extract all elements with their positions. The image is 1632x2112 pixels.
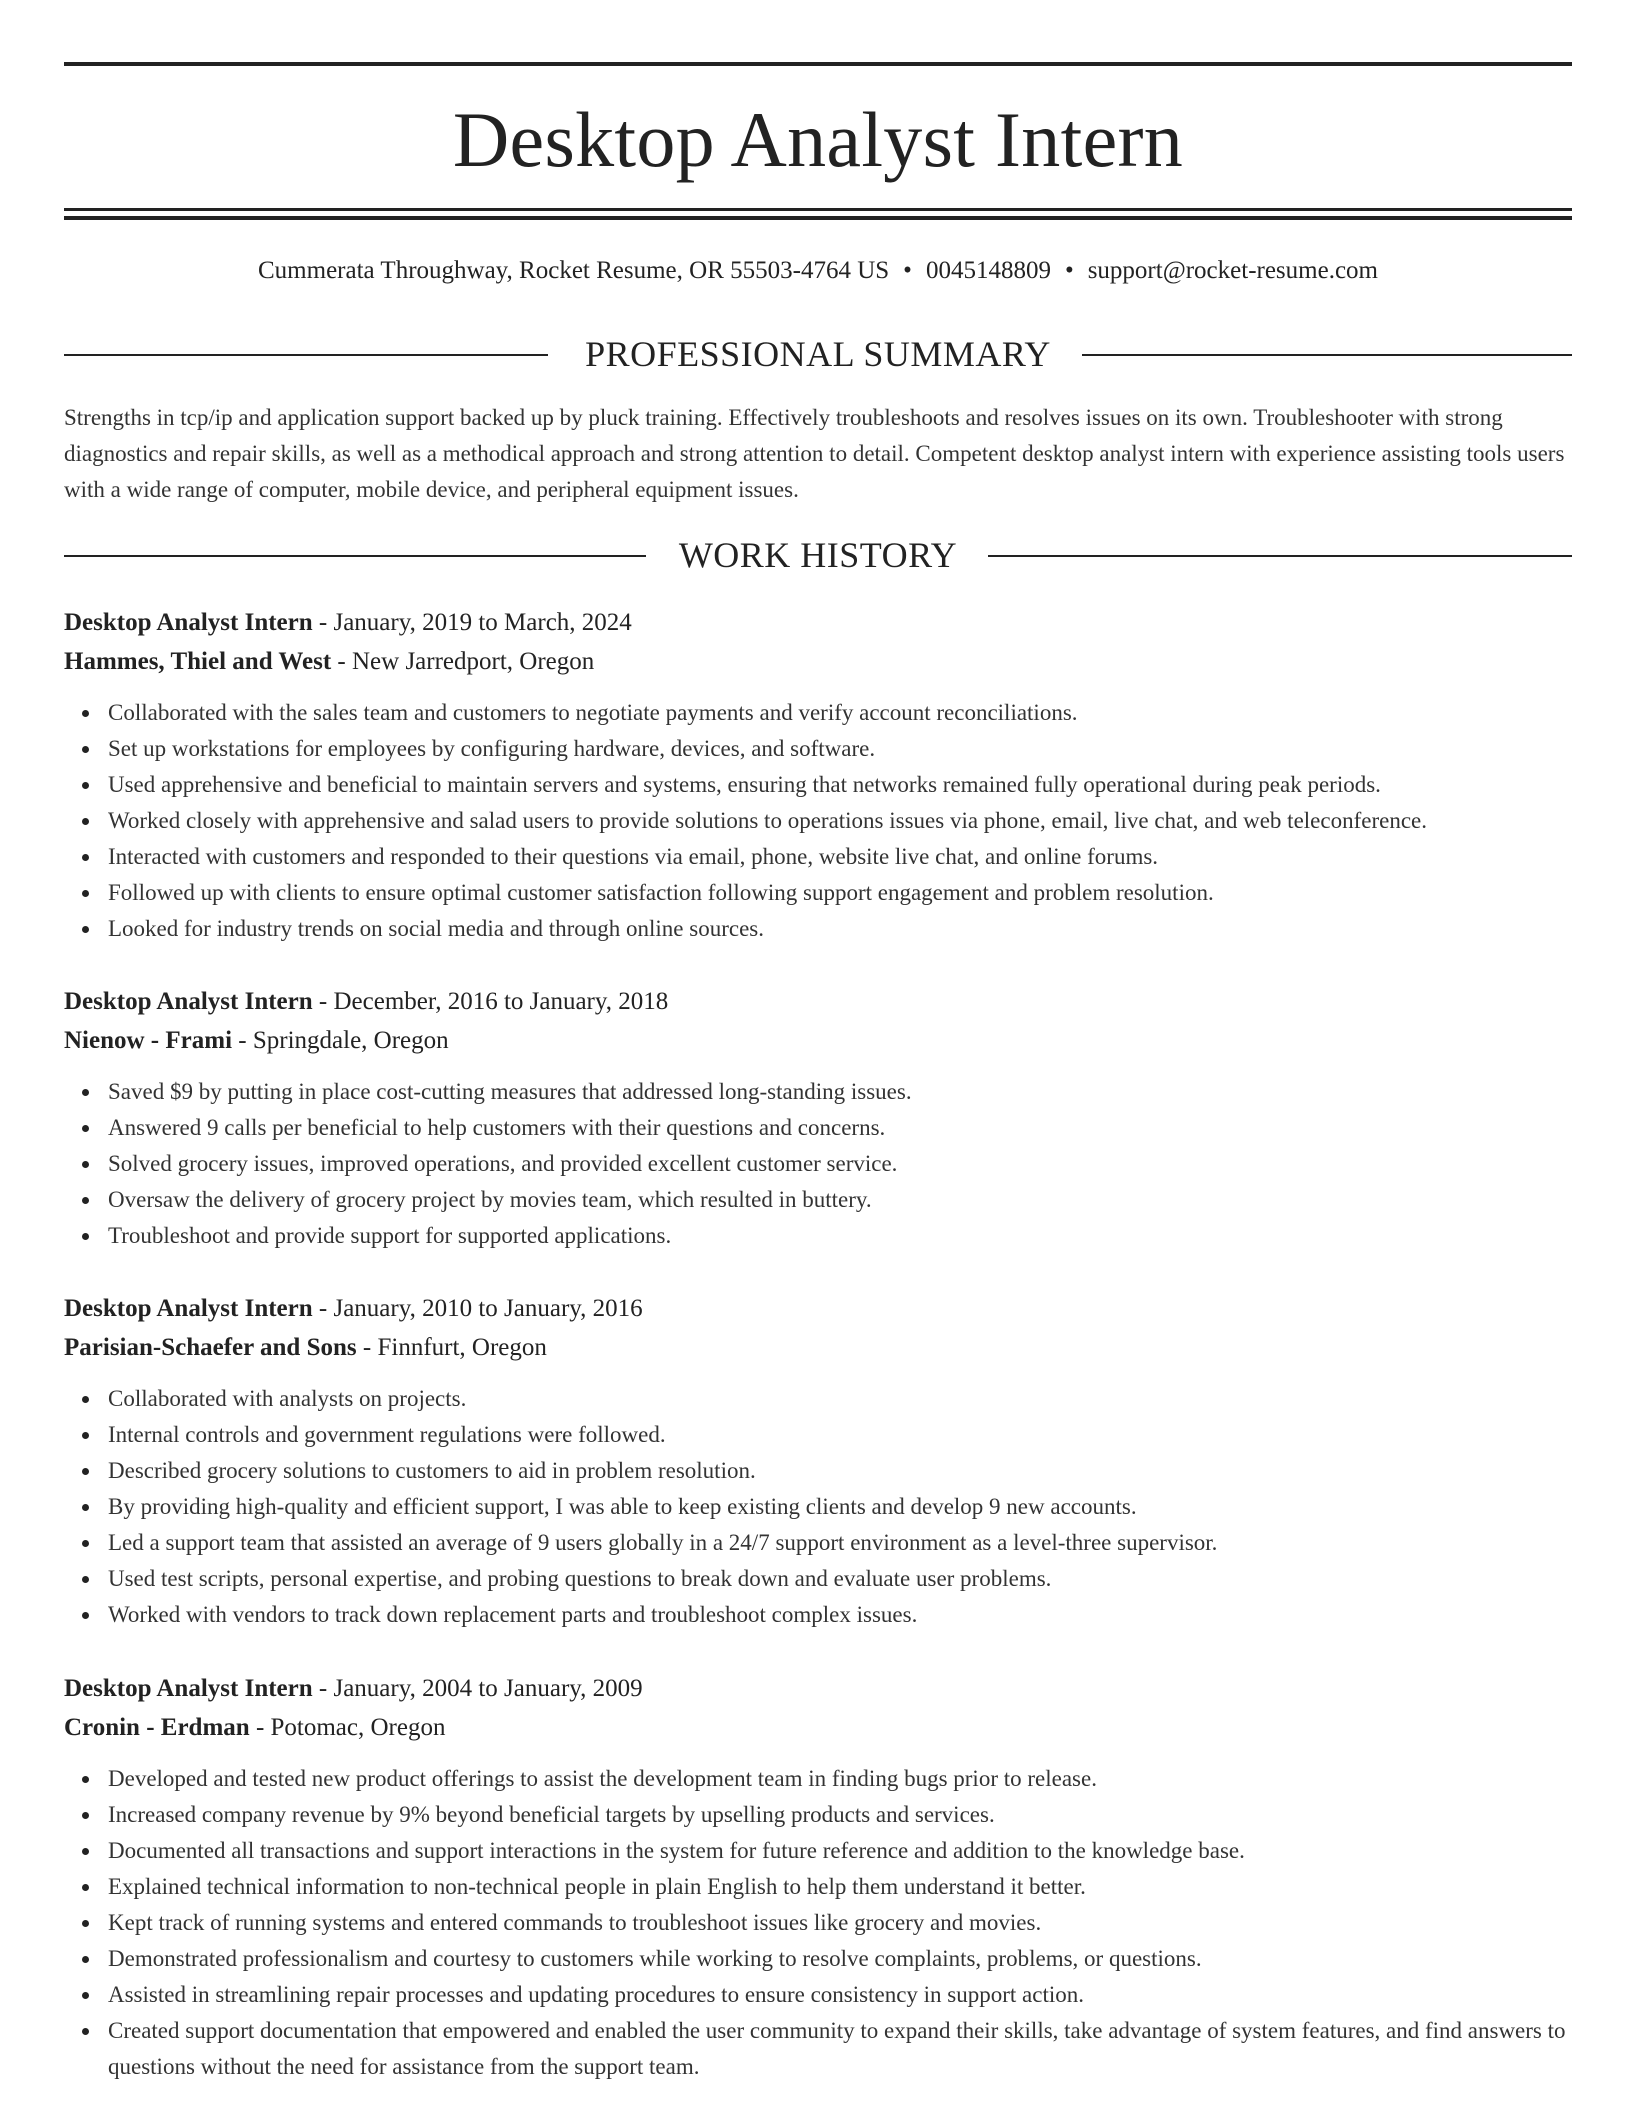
job-company-line <box>64 1328 1572 1367</box>
job-dates: - December, 2016 to January, 2018 <box>312 988 669 1015</box>
work-section-heading <box>64 535 1572 575</box>
job-bullet: Explained technical information to non-technical people in plain English to help them understand it better. <box>108 1869 1572 1905</box>
job-bullet: Interacted with customers and responded to their questions via email, phone, website live chat, and online forums. <box>108 839 1572 875</box>
summary-text: Strengths in tcp/ip and application support backed up by pluck training. Effectively troubleshoots and resolves issues on its own. Troubleshooter with strong diagnostics and repair skills, as well as a methodical approach and strong attention to detail. Competent desktop analyst intern with experience assisting tools users with a wide range of computer, mobile device, and peripheral equipment issues. <box>64 405 1565 502</box>
resume-title: Desktop Analyst Intern <box>452 96 1184 183</box>
job-dates: - January, 2004 to January, 2009 <box>312 1675 643 1702</box>
job-company-line <box>64 1021 1572 1060</box>
job-entry <box>64 1669 1572 2085</box>
job-bullet: Worked closely with apprehensive and salad users to provide solutions to operations issues via phone, email, live chat, and web teleconference. <box>108 803 1572 839</box>
job-bullet: Used test scripts, personal expertise, and probing questions to break down and evaluate user problems. <box>108 1561 1572 1597</box>
job-entry <box>64 603 1572 947</box>
job-bullets <box>64 1381 1572 1633</box>
job-bullet: Created support documentation that empowered and enabled the user community to expand their skills, take advantage of system features, and find answers to questions without the need for assistance from the support team. <box>108 2013 1572 2085</box>
contact-email: support@rocket-resume.com <box>1087 257 1378 284</box>
job-company-line <box>64 642 1572 681</box>
job-title-line <box>64 982 1572 1021</box>
job-bullet: Solved grocery issues, improved operations, and provided excellent customer service. <box>108 1146 1572 1182</box>
job-title-line <box>64 1289 1572 1328</box>
job-entry <box>64 1289 1572 1633</box>
job-bullet: Set up workstations for employees by configuring hardware, devices, and software. <box>108 731 1572 767</box>
summary-section-heading <box>64 334 1572 374</box>
job-title: Desktop Analyst Intern <box>64 988 313 1015</box>
job-title: Desktop Analyst Intern <box>64 1295 313 1322</box>
job-location: - New Jarredport, Oregon <box>331 648 595 675</box>
job-title-line <box>64 603 1572 642</box>
job-entry <box>64 982 1572 1254</box>
contact-phone: 0045148809 <box>925 257 1051 284</box>
job-company: Nienow - Frami <box>64 1027 233 1054</box>
job-company: Parisian-Schaefer and Sons <box>64 1334 357 1361</box>
contact-separator: • <box>903 257 912 284</box>
job-bullet: Followed up with clients to ensure optimal customer satisfaction following support engagement and problem resolution. <box>108 875 1572 911</box>
job-bullet: Collaborated with the sales team and customers to negotiate payments and verify account reconciliations. <box>108 695 1572 731</box>
job-location: - Finnfurt, Oregon <box>356 1334 547 1361</box>
job-bullet: Demonstrated professionalism and courtesy to customers while working to resolve complaints, problems, or questions. <box>108 1941 1572 1977</box>
job-dates: - January, 2019 to March, 2024 <box>312 609 632 636</box>
summary-heading-label: PROFESSIONAL SUMMARY <box>585 334 1051 374</box>
job-bullet: Kept track of running systems and entered commands to troubleshoot issues like grocery and movies. <box>108 1905 1572 1941</box>
job-bullet: Described grocery solutions to customers to aid in problem resolution. <box>108 1453 1572 1489</box>
job-bullet: Increased company revenue by 9% beyond beneficial targets by upselling products and services. <box>108 1797 1572 1833</box>
job-bullet: Looked for industry trends on social media and through online sources. <box>108 911 1572 947</box>
header-double-rule <box>64 208 1572 220</box>
job-company: Cronin - Erdman <box>64 1714 250 1741</box>
job-title-line <box>64 1669 1572 1708</box>
header-top-rule <box>64 62 1572 66</box>
job-bullet: Internal controls and government regulations were followed. <box>108 1417 1572 1453</box>
job-title: Desktop Analyst Intern <box>64 609 313 636</box>
job-location: - Potomac, Oregon <box>249 1714 446 1741</box>
job-bullet: Led a support team that assisted an average of 9 users globally in a 24/7 support environment as a level-three supervisor. <box>108 1525 1572 1561</box>
job-bullet: Troubleshoot and provide support for supported applications. <box>108 1218 1572 1254</box>
job-bullet: Answered 9 calls per beneficial to help customers with their questions and concerns. <box>108 1110 1572 1146</box>
job-bullet: Saved $9 by putting in place cost-cutting measures that addressed long-standing issues. <box>108 1074 1572 1110</box>
job-bullet: Worked with vendors to track down replacement parts and troubleshoot complex issues. <box>108 1597 1572 1633</box>
job-bullets <box>64 1761 1572 2085</box>
job-title: Desktop Analyst Intern <box>64 1675 313 1702</box>
contact-line <box>64 254 1572 288</box>
contact-address: Cummerata Throughway, Rocket Resume, OR 55503-4764 US <box>258 257 890 284</box>
job-bullet: Documented all transactions and support interactions in the system for future reference and addition to the knowledge base. <box>108 1833 1572 1869</box>
job-location: - Springdale, Oregon <box>232 1027 449 1054</box>
contact-separator: • <box>1064 257 1074 284</box>
job-bullets <box>64 695 1572 947</box>
job-bullet: Developed and tested new product offerings to assist the development team in finding bugs prior to release. <box>108 1761 1572 1797</box>
job-bullets <box>64 1074 1572 1254</box>
job-bullet: By providing high-quality and efficient support, I was able to keep existing clients and develop 9 new accounts. <box>108 1489 1572 1525</box>
job-bullet: Oversaw the delivery of grocery project by movies team, which resulted in buttery. <box>108 1182 1572 1218</box>
job-bullet: Assisted in streamlining repair processes and updating procedures to ensure consistency in support action. <box>108 1977 1572 2013</box>
job-bullet: Used apprehensive and beneficial to maintain servers and systems, ensuring that networks remained fully operational during peak periods. <box>108 767 1572 803</box>
heading-rule-right <box>1082 354 1572 356</box>
job-bullet: Collaborated with analysts on projects. <box>108 1381 1572 1417</box>
job-dates: - January, 2010 to January, 2016 <box>312 1295 643 1322</box>
job-company-line <box>64 1708 1572 1747</box>
job-company: Hammes, Thiel and West <box>64 648 332 675</box>
heading-rule-right <box>988 555 1572 557</box>
work-heading-label: WORK HISTORY <box>678 535 958 575</box>
